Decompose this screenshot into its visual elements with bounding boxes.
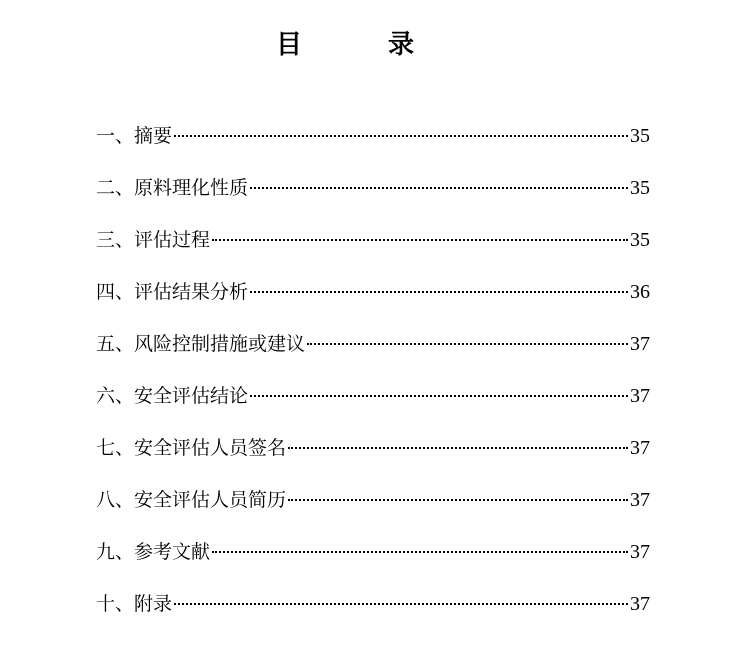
toc-entry-number: 四: [96, 281, 116, 303]
toc-entry-separator: 、: [115, 177, 135, 199]
toc-entry-label: 摘要: [134, 125, 173, 147]
toc-entry-number: 七: [96, 437, 116, 459]
toc-entry-separator: 、: [115, 593, 135, 615]
toc-entry-separator: 、: [115, 281, 135, 303]
toc-entry-signatures[interactable]: [96, 430, 650, 482]
toc-entry-separator: 、: [115, 385, 135, 407]
toc-entry-references[interactable]: [96, 534, 650, 586]
toc-entry-number: 六: [96, 385, 116, 407]
toc-entry-risk-control[interactable]: [96, 326, 650, 378]
toc-entry-separator: 、: [115, 125, 135, 147]
toc-entry-label: 原料理化性质: [134, 177, 249, 199]
toc-entry-label: 安全评估人员签名: [134, 437, 287, 459]
dot-leader: [212, 551, 628, 553]
toc-entry-conclusion[interactable]: [96, 378, 650, 430]
toc-entry-number: 九: [96, 541, 116, 563]
toc-entry-page: 37: [630, 489, 650, 511]
toc-entry-separator: 、: [115, 229, 135, 251]
toc-entry-label: 附录: [134, 593, 173, 615]
toc-entry-label: 风险控制措施或建议: [134, 333, 306, 355]
toc-entry-number: 三: [96, 229, 116, 251]
toc-entry-properties[interactable]: [96, 170, 650, 222]
toc-entry-process[interactable]: [96, 222, 650, 274]
toc-entry-label: 参考文献: [134, 541, 211, 563]
toc-entry-page: 37: [630, 593, 650, 615]
toc-entry-number: 五: [96, 333, 116, 355]
toc-entry-number: 八: [96, 489, 116, 511]
toc-entry-page: 37: [630, 541, 650, 563]
dot-leader: [288, 499, 628, 501]
toc-entry-separator: 、: [115, 333, 135, 355]
dot-leader: [288, 447, 628, 449]
toc-entry-number: 一: [96, 125, 116, 147]
dot-leader: [307, 343, 628, 345]
toc-entry-label: 评估过程: [134, 229, 211, 251]
toc-entry-label: 评估结果分析: [134, 281, 249, 303]
toc-entry-appendix[interactable]: [96, 586, 650, 638]
toc-entry-page: 35: [630, 125, 650, 147]
page-title: 目 录: [275, 30, 444, 60]
toc-entry-number: 十: [96, 593, 116, 615]
toc-entry-number: 二: [96, 177, 116, 199]
dot-leader: [250, 291, 628, 293]
dot-leader: [250, 395, 628, 397]
toc-entry-separator: 、: [115, 541, 135, 563]
dot-leader: [174, 135, 628, 137]
toc-entry-page: 36: [630, 281, 650, 303]
toc-entry-page: 35: [630, 229, 650, 251]
toc-entry-analysis[interactable]: [96, 274, 650, 326]
toc-entry-page: 37: [630, 437, 650, 459]
toc-entry-page: 35: [630, 177, 650, 199]
dot-leader: [250, 187, 628, 189]
toc-entry-abstract[interactable]: [96, 118, 650, 170]
dot-leader: [174, 603, 628, 605]
toc-entry-resumes[interactable]: [96, 482, 650, 534]
toc-entry-label: 安全评估结论: [134, 385, 249, 407]
toc-entry-separator: 、: [115, 437, 135, 459]
toc-entry-label: 安全评估人员简历: [134, 489, 287, 511]
toc-entry-page: 37: [630, 385, 650, 407]
table-of-contents: [96, 118, 650, 638]
toc-entry-separator: 、: [115, 489, 135, 511]
toc-entry-page: 37: [630, 333, 650, 355]
dot-leader: [212, 239, 628, 241]
